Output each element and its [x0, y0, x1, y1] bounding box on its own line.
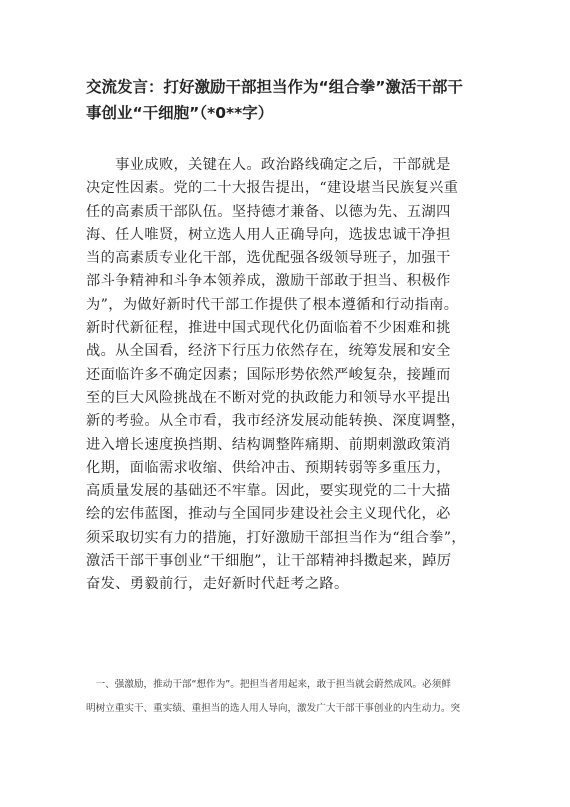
- body-line: 至的巨大风险挑战在不断对党的执政能力和领导水平提出: [86, 389, 451, 406]
- section-one-paragraph: [86, 673, 488, 721]
- document-title: [86, 74, 486, 126]
- body-line: 决定性因素。党的二十大报告提出，“建设堪当民族复兴重: [86, 180, 459, 197]
- body-line: 绘的宏伟蓝图，推动与全国同步建设社会主义现代化，必: [86, 506, 451, 523]
- body-line: 高质量发展的基础还不牢靠。因此，要实现党的二十大描: [86, 483, 451, 500]
- body-line: 须采取切实有力的措施，打好激励干部担当作为“组合拳”，: [86, 529, 466, 546]
- body-line: 还面临许多不确定因素；国际形势依然严峻复杂，接踵而: [86, 366, 451, 383]
- body-line: 新的考验。从全市看，我市经济发展动能转换、深度调整，: [86, 413, 466, 430]
- body-line: 为”，为做好新时代干部工作提供了根本遵循和行动指南。: [86, 296, 459, 313]
- body-line: 进入增长速度换挡期、结构调整阵痛期、前期刺激政策消: [86, 436, 451, 453]
- section-line: 明树立重实干、重实绩、重担当的选人用人导向，激发广大干部干事创业的内生动力。突: [86, 703, 461, 714]
- body-line: 任的高素质干部队伍。坚持德才兼备、以德为先、五湖四: [86, 203, 451, 220]
- body-line: 战。从全国看，经济下行压力依然存在，统筹发展和安全: [86, 343, 451, 360]
- body-line: 当的高素质专业化干部，选优配强各级领导班子，加强干: [86, 250, 451, 267]
- title-line: 交流发言：打好激励干部担当作为“组合拳”激活干部干: [86, 78, 463, 96]
- section-line: 一、强激励，推动干部“想作为”。把担当者用起来，敢于担当就会蔚然成风。必须鲜: [86, 679, 451, 690]
- body-line: 新时代新征程，推进中国式现代化仍面临着不少困难和挑: [86, 320, 451, 337]
- body-paragraph: [86, 154, 486, 597]
- body-line: 海、任人唯贤，树立选人用人正确导向，选拔忠诚干净担: [86, 226, 451, 243]
- body-line: 奋发、勇毅前行，走好新时代赶考之路。: [86, 576, 349, 593]
- body-line: 化期，面临需求收缩、供给冲击、预期转弱等多重压力，: [86, 459, 451, 476]
- body-line: 激活干部干事创业“干细胞”，让干部精神抖擞起来，踔厉: [86, 553, 452, 570]
- body-line: 部斗争精神和斗争本领养成，激励干部敢于担当、积极作: [86, 273, 451, 290]
- body-line: 事业成败，关键在人。政治路线确定之后，干部就是: [86, 157, 451, 173]
- title-line: 事创业“干细胞”（*0**字）: [86, 104, 274, 122]
